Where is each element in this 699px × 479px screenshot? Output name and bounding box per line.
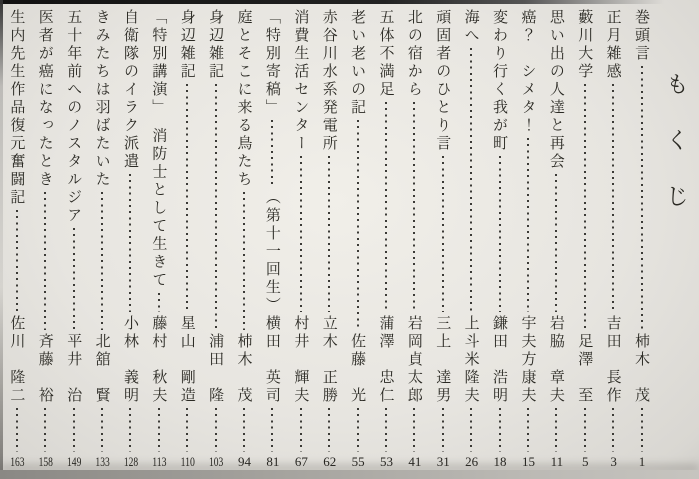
toc-entry-author: 藤村 秋夫: [150, 315, 167, 405]
toc-entry-page-number: 158: [38, 455, 53, 468]
toc-entry: [290, 9, 311, 468]
dot-leader: [442, 156, 444, 312]
scan-edge-bottom: [0, 470, 699, 479]
dot-leader: [101, 192, 103, 330]
toc-entry-page-number: 31: [436, 455, 450, 468]
toc-entry: [546, 9, 567, 468]
toc-entry-page-number: 11: [550, 455, 564, 468]
toc-entry-title: 消費生活センター: [292, 9, 309, 153]
toc-entry: [603, 9, 624, 468]
toc-entry-page-number: 81: [266, 455, 280, 468]
toc-entry-author: 吉田 長作: [604, 315, 621, 405]
dot-leader: [328, 156, 330, 312]
toc-entry: [234, 9, 255, 468]
scan-edge-top: [0, 0, 699, 4]
dot-leader: [385, 102, 387, 312]
toc-entry: [6, 9, 27, 468]
dot-leader: [470, 408, 472, 452]
dot-leader: [555, 174, 557, 312]
toc-entry-title: 医者が癌になったとき: [36, 9, 53, 189]
toc-entry: [262, 9, 283, 468]
toc-entry: [35, 9, 56, 468]
toc-entry-author: 星山 剛造: [178, 315, 195, 405]
dot-leader: [73, 228, 75, 330]
toc-entry-title: 五体不満足: [377, 9, 394, 99]
toc-entry: [319, 9, 340, 468]
toc-entry-title: 赤谷川水系発電所: [320, 9, 337, 153]
toc-entry-title: 「特別講演」 消防士として生きて: [150, 9, 167, 290]
dot-leader: [641, 408, 643, 452]
toc-entry-page-number: 15: [521, 455, 535, 468]
dot-leader: [499, 408, 501, 452]
toc-entry: [148, 9, 169, 468]
dot-leader: [584, 408, 586, 452]
toc-entry: [517, 9, 538, 468]
toc-entry-author: 斉藤 裕: [36, 333, 53, 405]
toc-entry-title: 五十年前へのノスタルジア: [65, 9, 82, 225]
toc-entry-page-number: 110: [180, 455, 195, 468]
toc-entry-author: 三上 達男: [434, 315, 451, 405]
toc-entry-title: 思い出の人達と再会: [547, 9, 564, 171]
dot-leader: [300, 408, 302, 452]
dot-leader: [584, 84, 586, 330]
toc-entry-author: 岩岡貞太郎: [405, 315, 422, 405]
toc-entry-title: 「特別寄稿」: [263, 9, 280, 117]
dot-leader: [271, 408, 273, 452]
dot-leader: [328, 408, 330, 452]
toc-entry-title: 庭とそこに来る鳥たち: [235, 9, 252, 189]
toc-entry-title: 藪川大学: [576, 9, 593, 81]
dot-leader: [612, 408, 614, 452]
toc-entry-author: 佐藤 光: [349, 333, 366, 405]
dot-leader: [16, 210, 18, 312]
toc-entry-author: 北舘 賢: [93, 333, 110, 405]
toc-entry-title: 身辺雑記: [207, 9, 224, 81]
dot-leader: [101, 408, 103, 452]
toc-entry-page-number: 163: [10, 455, 25, 468]
dot-leader: [470, 48, 472, 312]
toc-entry-title: 身辺雑記: [178, 9, 195, 81]
toc-entry: [574, 9, 595, 468]
dot-leader: [129, 174, 131, 312]
toc-entry-page-number: 113: [152, 455, 167, 468]
dot-leader: [413, 408, 415, 452]
dot-leader: [271, 120, 273, 186]
toc-entry-page-number: 18: [493, 455, 507, 468]
dot-leader: [243, 408, 245, 452]
toc-entry-title: 北の宿から: [405, 9, 422, 99]
dot-leader: [215, 408, 217, 452]
dot-leader: [357, 408, 359, 452]
toc-entry: [489, 9, 510, 468]
dot-leader: [641, 66, 643, 330]
toc-entry-author: 浦田 隆: [207, 333, 224, 405]
toc-entry: [120, 9, 141, 468]
toc-entry-title: 癌？ シメタ！: [519, 9, 536, 135]
toc-entry-title: きみたちは羽ばたいた: [93, 9, 110, 189]
dot-leader: [413, 102, 415, 312]
dot-leader: [527, 138, 529, 312]
toc-entry-page-number: 5: [581, 455, 589, 468]
toc-entry-title: 自衛隊のイラク派遣: [121, 9, 138, 171]
toc-entry-page-number: 3: [610, 455, 617, 468]
toc-entry-author: 岩脇 章夫: [547, 315, 564, 405]
toc-entry-author: 佐川 隆二: [8, 315, 25, 405]
toc-entry-page-number: 67: [294, 455, 308, 468]
toc-entry: [404, 9, 425, 468]
toc-entry-page-number: 26: [465, 455, 479, 468]
toc-entry: [432, 9, 453, 468]
toc-entry: [63, 9, 84, 468]
toc-entry-author: 小林 義明: [121, 315, 138, 405]
toc-entry-title: 変わり行く我が町: [491, 9, 508, 153]
toc-entry-author: 柿木 茂: [235, 333, 252, 405]
toc-entry-page-number: 149: [67, 455, 82, 468]
dot-leader: [186, 84, 188, 312]
toc-entry-page-number: 103: [208, 455, 224, 468]
dot-leader: [129, 408, 131, 452]
dot-leader: [158, 293, 160, 313]
dot-leader: [158, 408, 160, 452]
toc-entry-page-number: 1: [638, 455, 646, 468]
dot-leader: [357, 120, 359, 330]
toc-entry-title: 海へ: [462, 9, 479, 45]
toc-entry-title: 巻頭言: [633, 9, 649, 63]
toc-entry-page-number: 55: [351, 455, 365, 468]
toc-entry-title: 正月雑感: [604, 9, 621, 81]
toc-entry-author: 鎌田 浩明: [491, 315, 508, 405]
toc-entry: [461, 9, 482, 468]
toc-entry: [205, 9, 226, 468]
toc-entry-author: 蒲澤 忠仁: [377, 315, 394, 405]
dot-leader: [385, 408, 387, 452]
toc-entry-page-number: 128: [123, 455, 139, 468]
toc-entry-page-number: 133: [95, 455, 110, 468]
dot-leader: [44, 408, 46, 452]
toc-entry: [92, 9, 113, 468]
dot-leader: [73, 408, 75, 452]
toc-list: [0, 9, 652, 468]
page-title: もくじ: [663, 72, 688, 240]
toc-entry: [177, 9, 198, 468]
dot-leader: [243, 192, 245, 330]
toc-entry-author: 平井 治: [65, 333, 82, 405]
toc-entry-author: 上斗米隆夫: [462, 315, 479, 405]
toc-entry-author: （第十一回生）横田 英司: [263, 189, 280, 405]
dot-leader: [186, 408, 188, 452]
toc-entry: [347, 9, 368, 468]
dot-leader: [300, 156, 302, 312]
toc-entry-title: 生内先生作品復元奮闘記: [8, 9, 25, 207]
toc-entry-author: 村井 輝夫: [292, 315, 309, 405]
toc-entry-page-number: 94: [238, 455, 252, 468]
dot-leader: [44, 192, 46, 330]
toc-entry: [375, 9, 396, 468]
toc-entry-author: 柿木 茂: [633, 333, 649, 405]
dot-leader: [442, 408, 444, 452]
toc-entry-page-number: 41: [408, 455, 422, 468]
toc-entry-title: 老い老いの記: [349, 9, 366, 117]
toc-entry: [631, 9, 652, 468]
dot-leader: [499, 156, 501, 312]
toc-entry-page-number: 53: [379, 455, 393, 468]
dot-leader: [527, 408, 529, 452]
dot-leader: [612, 84, 614, 312]
toc-entry-author: 立木 正勝: [320, 315, 337, 405]
dot-leader: [16, 408, 18, 452]
toc-entry-title: 頑固者のひとり言: [434, 9, 451, 153]
dot-leader: [215, 84, 217, 330]
toc-entry-author: 宇夫方康夫: [519, 315, 536, 405]
dot-leader: [555, 408, 557, 452]
toc-entry-author: 足澤 至: [576, 333, 593, 405]
toc-entry-page-number: 62: [323, 455, 337, 468]
